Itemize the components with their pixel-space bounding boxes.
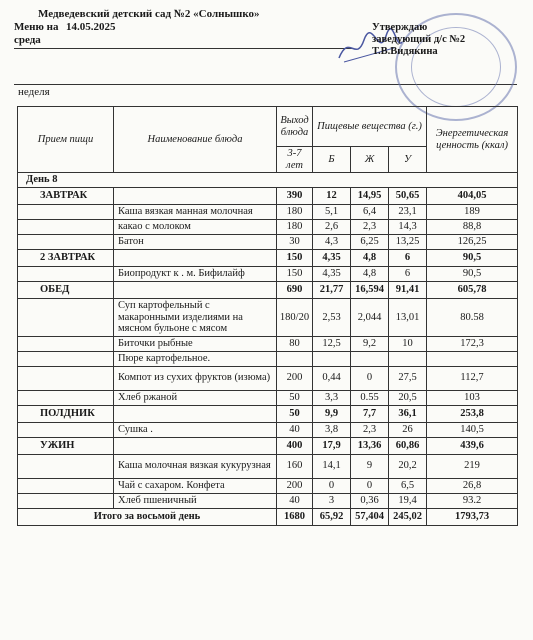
col-dish-header: Наименование блюда [114,107,277,173]
energy-cell: 605,78 [427,282,518,299]
meal-cell [18,267,114,282]
protein-cell: 4,35 [313,267,351,282]
carb-cell: 13,01 [389,299,427,337]
meal-cell [18,422,114,437]
yield-cell: 400 [277,437,313,454]
energy-cell [427,351,518,366]
fat-cell: 16,594 [351,282,389,299]
carb-cell [389,351,427,366]
protein-cell: 3,8 [313,422,351,437]
carb-cell: 13,25 [389,235,427,250]
dish-cell [114,282,277,299]
carb-cell: 26 [389,422,427,437]
yield-cell: 690 [277,282,313,299]
fat-cell: 9,2 [351,336,389,351]
carb-cell: 6,5 [389,478,427,493]
fat-cell: 0.55 [351,390,389,405]
carb-cell: 60,86 [389,437,427,454]
fat-cell: 7,7 [351,405,389,422]
approval-block [372,22,465,58]
fat-cell: 4,8 [351,267,389,282]
fat-cell: 2,044 [351,299,389,337]
total-b-cell: 65,92 [313,508,351,525]
energy-cell: 80.58 [427,299,518,337]
meal-cell [18,390,114,405]
dish-cell: Батон [114,235,277,250]
carb-cell: 27,5 [389,366,427,390]
yield-cell: 40 [277,493,313,508]
carb-cell: 10 [389,336,427,351]
dish-row [18,493,518,508]
dish-cell [114,188,277,205]
dish-cell: Хлеб ржаной [114,390,277,405]
energy-cell: 172,3 [427,336,518,351]
yield-cell: 30 [277,235,313,250]
dish-cell: Пюре картофельное. [114,351,277,366]
fat-cell: 0 [351,478,389,493]
carb-cell: 20,2 [389,454,427,478]
energy-cell: 140,5 [427,422,518,437]
header-rule [14,48,354,49]
weekday: среда [14,34,41,46]
protein-cell: 3 [313,493,351,508]
day-label: День 8 [18,173,518,188]
total-row [18,508,518,525]
yield-cell: 200 [277,478,313,493]
energy-cell: 404,05 [427,188,518,205]
meal-cell [18,478,114,493]
dish-row [18,299,518,337]
protein-cell: 14,1 [313,454,351,478]
meal-cell: ОБЕД [18,282,114,299]
protein-cell: 4,35 [313,250,351,267]
yield-cell: 180 [277,205,313,220]
energy-cell: 90,5 [427,267,518,282]
col-meal-header: Прием пищи [18,107,114,173]
dish-cell: Каша вязкая манная молочная [114,205,277,220]
carb-cell: 36,1 [389,405,427,422]
meal-section-row [18,405,518,422]
approval-line-1: Утверждаю [372,22,428,33]
total-out-cell: 1680 [277,508,313,525]
meal-cell [18,299,114,337]
protein-cell: 3,3 [313,390,351,405]
protein-cell: 4,3 [313,235,351,250]
dish-cell: Сушка . [114,422,277,437]
protein-cell: 2,53 [313,299,351,337]
energy-cell: 253,8 [427,405,518,422]
energy-cell: 88,8 [427,220,518,235]
yield-cell: 80 [277,336,313,351]
fat-cell: 6,4 [351,205,389,220]
dish-row [18,478,518,493]
col-nutrients-header: Пищевые вещества (г.) [313,107,427,147]
yield-cell: 150 [277,250,313,267]
fat-cell: 0 [351,366,389,390]
menu-table [17,106,518,526]
protein-cell [313,351,351,366]
dish-row [18,454,518,478]
col-b-header: Б [313,147,351,173]
meal-cell [18,351,114,366]
meal-cell [18,366,114,390]
meal-cell [18,336,114,351]
total-u-cell: 245,02 [389,508,427,525]
dish-row [18,205,518,220]
energy-cell: 126,25 [427,235,518,250]
fat-cell: 2,3 [351,422,389,437]
dish-cell: Суп картофельный с макаронными изделиями на мясном бульоне с мясом [114,299,277,337]
total-label: Итого за восьмой день [18,508,277,525]
yield-cell [277,351,313,366]
fat-cell: 9 [351,454,389,478]
energy-cell: 439,6 [427,437,518,454]
meal-cell: ПОЛДНИК [18,405,114,422]
meal-cell [18,220,114,235]
carb-cell: 19,4 [389,493,427,508]
dish-row [18,366,518,390]
dish-row [18,351,518,366]
dish-cell: какао с молоком [114,220,277,235]
meal-cell: 2 ЗАВТРАК [18,250,114,267]
dish-cell: Чай с сахаром. Конфета [114,478,277,493]
col-yield-header: Выход блюда [277,107,313,147]
yield-cell: 50 [277,390,313,405]
carb-cell: 6 [389,267,427,282]
dish-cell: Биопродукт к . м. Бифилайф [114,267,277,282]
col-u-header: У [389,147,427,173]
fat-cell: 0,36 [351,493,389,508]
energy-cell: 103 [427,390,518,405]
dish-cell [114,437,277,454]
menu-label: Меню на [14,21,59,33]
fat-cell: 4,8 [351,250,389,267]
meal-section-row [18,282,518,299]
meal-cell [18,235,114,250]
meal-section-row [18,437,518,454]
menu-date: 14.05.2025 [66,21,116,33]
meal-cell: ЗАВТРАК [18,188,114,205]
meal-cell [18,205,114,220]
fat-cell: 2,3 [351,220,389,235]
protein-cell: 12,5 [313,336,351,351]
yield-cell: 40 [277,422,313,437]
protein-cell: 12 [313,188,351,205]
yield-cell: 390 [277,188,313,205]
dish-cell [114,250,277,267]
dish-cell: Хлеб пшеничный [114,493,277,508]
yield-cell: 50 [277,405,313,422]
yield-cell: 180/20 [277,299,313,337]
protein-cell: 21,77 [313,282,351,299]
yield-cell: 180 [277,220,313,235]
col-energy-header: Энергетическая ценность (ккал) [427,107,518,173]
yield-cell: 150 [277,267,313,282]
dish-row [18,220,518,235]
carb-cell: 20,5 [389,390,427,405]
fat-cell: 14,95 [351,188,389,205]
meal-cell [18,454,114,478]
dish-cell [114,405,277,422]
energy-cell: 189 [427,205,518,220]
energy-cell: 219 [427,454,518,478]
approval-line-2: заведующий д/с №2 [372,34,466,45]
total-zh-cell: 57,404 [351,508,389,525]
document-title: Медведевский детский сад №2 «Солнышко» [38,8,260,20]
energy-cell: 112,7 [427,366,518,390]
protein-cell: 0,44 [313,366,351,390]
approval-line-3: Т.В.Видякина [372,46,438,57]
protein-cell: 0 [313,478,351,493]
meal-cell [18,493,114,508]
protein-cell: 17,9 [313,437,351,454]
carb-cell: 23,1 [389,205,427,220]
col-zh-header: Ж [351,147,389,173]
dish-row [18,235,518,250]
fat-cell: 6,25 [351,235,389,250]
yield-cell: 160 [277,454,313,478]
meal-section-row [18,188,518,205]
dish-cell: Компот из сухих фруктов (изюма) [114,366,277,390]
dish-row [18,336,518,351]
meal-section-row [18,250,518,267]
dish-row [18,422,518,437]
energy-cell: 26,8 [427,478,518,493]
week-label: неделя [18,86,50,98]
carb-cell: 14,3 [389,220,427,235]
dish-cell: Биточки рыбные [114,336,277,351]
yield-cell: 200 [277,366,313,390]
meal-cell: УЖИН [18,437,114,454]
carb-cell: 6 [389,250,427,267]
dish-cell: Каша молочная вязкая кукурузная [114,454,277,478]
energy-cell: 90,5 [427,250,518,267]
total-kcal-cell: 1793,73 [427,508,518,525]
protein-cell: 5,1 [313,205,351,220]
carb-cell: 50,65 [389,188,427,205]
energy-cell: 93.2 [427,493,518,508]
col-age-header: 3-7 лет [277,147,313,173]
protein-cell: 2,6 [313,220,351,235]
fat-cell [351,351,389,366]
dish-row [18,267,518,282]
carb-cell: 91,41 [389,282,427,299]
dish-row [18,390,518,405]
protein-cell: 9,9 [313,405,351,422]
fat-cell: 13,36 [351,437,389,454]
